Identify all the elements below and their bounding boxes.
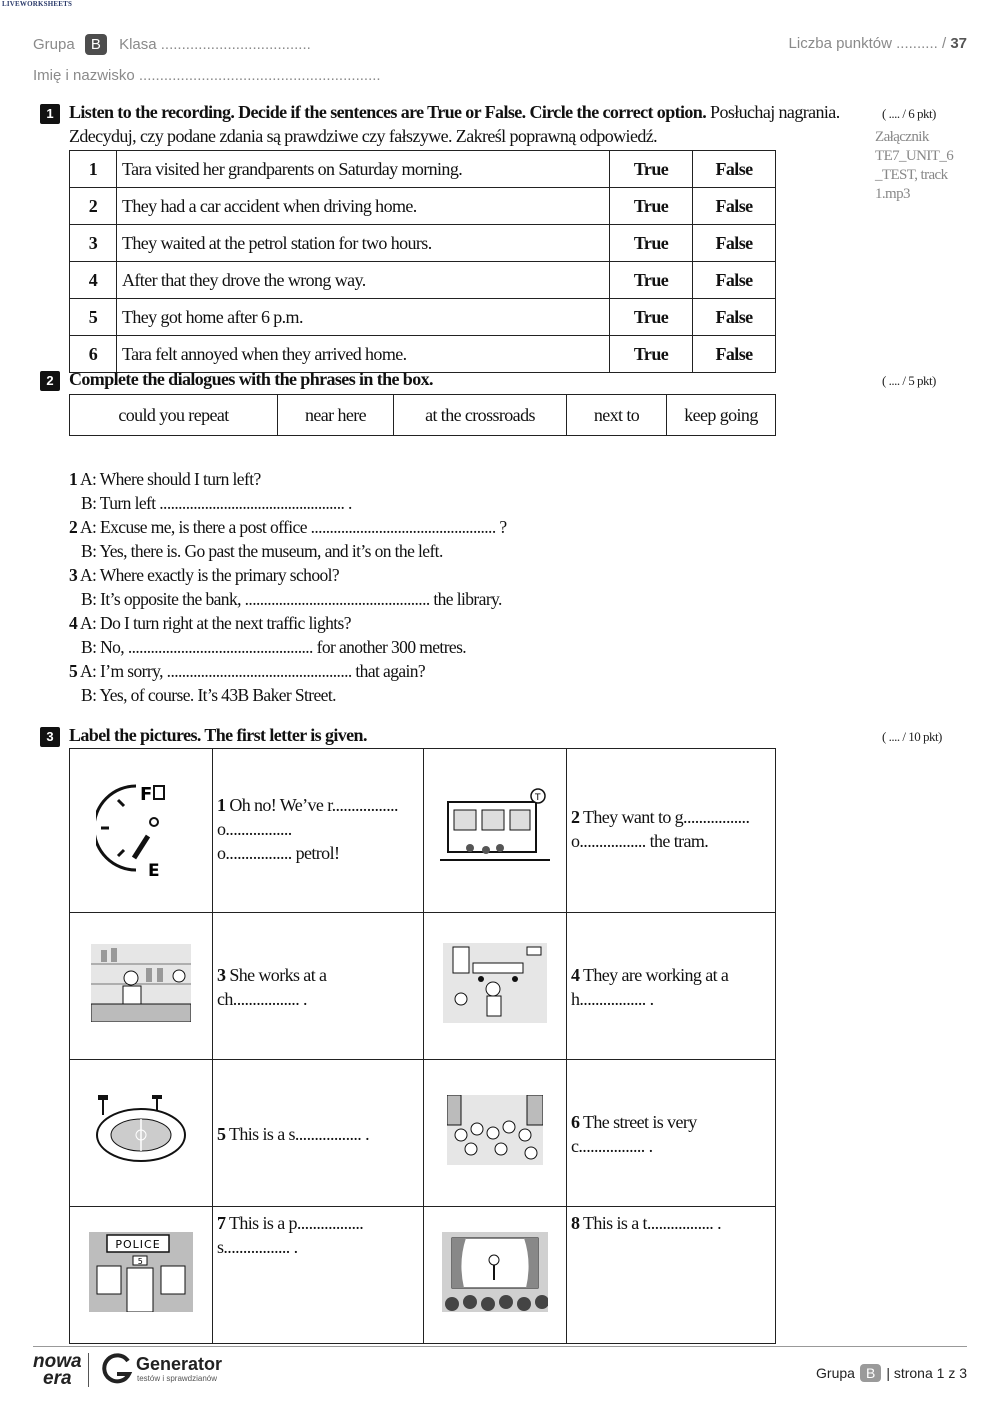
- svg-text:F: F: [140, 783, 152, 805]
- item-line: o.................: [217, 819, 292, 839]
- section-1-instruction-pl1: Posłuchaj nagrania.: [710, 102, 840, 122]
- points-label: Liczba punktów ..........: [788, 35, 938, 52]
- item-line: Oh no! We’ve r.................: [229, 795, 398, 815]
- attachment-note: [875, 128, 953, 204]
- page-footer-info: [816, 1364, 967, 1382]
- item-line: They want to g.................: [582, 807, 750, 827]
- dialogue-number: 5: [69, 661, 78, 681]
- item-number: 8: [571, 1213, 580, 1233]
- false-option[interactable]: False: [693, 225, 776, 262]
- item-line: The street is very: [582, 1112, 697, 1132]
- picture-label-2[interactable]: [567, 749, 776, 913]
- tf-sentence: They waited at the petrol station for two hours.: [117, 225, 610, 262]
- dialogue-text: B: It’s opposite the bank, ................................................. the library.: [81, 589, 502, 609]
- phrase-item: could you repeat: [70, 395, 278, 436]
- dialogue-line-a[interactable]: [69, 563, 769, 587]
- true-option[interactable]: True: [610, 188, 693, 225]
- tf-number: 5: [70, 299, 117, 336]
- picture-label-6[interactable]: [567, 1060, 776, 1207]
- generator-g-icon: [100, 1352, 134, 1386]
- tf-sentence: Tara felt annoyed when they arrived home.: [117, 336, 610, 373]
- class-field[interactable]: ....................................: [160, 36, 311, 53]
- dialogue-text: B: No, ................................................. for another 300 metres.: [81, 637, 467, 657]
- item-line: This is a s................. .: [228, 1124, 369, 1144]
- section-3-number: 3: [40, 727, 60, 747]
- dialogue-text: B: Turn left ................................................. .: [81, 493, 352, 513]
- item-line: ch................. .: [217, 989, 307, 1009]
- tf-sentence: After that they drove the wrong way.: [117, 262, 610, 299]
- picture-cell: [70, 1207, 213, 1344]
- true-option[interactable]: True: [610, 151, 693, 188]
- picture-label-1[interactable]: [213, 749, 424, 913]
- tf-row: [70, 225, 776, 262]
- chemist-icon: [91, 944, 191, 1022]
- stadium-icon: [93, 1095, 189, 1165]
- false-option[interactable]: False: [693, 262, 776, 299]
- true-option[interactable]: True: [610, 299, 693, 336]
- generator-title: Generator: [136, 1354, 223, 1374]
- police-sign-text: POLICE: [115, 1238, 161, 1251]
- dialogue-text: A: Do I turn right at the next traffic lights?: [79, 613, 351, 633]
- tf-row: [70, 151, 776, 188]
- tf-number: 4: [70, 262, 117, 299]
- true-option[interactable]: True: [610, 336, 693, 373]
- item-line: They are working at a: [582, 965, 729, 985]
- item-number: 4: [571, 965, 580, 985]
- item-number: 7: [217, 1213, 226, 1233]
- attachment-line: TE7_UNIT_6: [875, 148, 954, 164]
- tf-sentence: Tara visited her grandparents on Saturday morning.: [117, 151, 610, 188]
- name-header: [33, 67, 381, 84]
- footer-divider: [33, 1346, 967, 1347]
- liveworksheets-logo: LIVEWORKSHEETS: [2, 0, 73, 8]
- dialogue-text: B: Yes, there is. Go past the museum, and it’s on the left.: [81, 541, 443, 561]
- dialogue-text: A: Excuse me, is there a post office ................................................. ?: [79, 517, 507, 537]
- points-sep: /: [941, 35, 947, 52]
- item-line: This is a p.................: [228, 1213, 364, 1233]
- item-line: s................. .: [217, 1237, 298, 1257]
- false-option[interactable]: False: [693, 299, 776, 336]
- picture-cell: [424, 1060, 567, 1207]
- phrase-box: [69, 394, 776, 436]
- item-line: This is a t................. .: [582, 1213, 721, 1233]
- section-1-instruction-en: Listen to the recording. Decide if the sentences are True or False. Circle the correct option.: [69, 102, 707, 122]
- picture-cell: [70, 1060, 213, 1207]
- section-2-instruction: Complete the dialogues with the phrases in the box.: [69, 369, 433, 389]
- dialogue-line-a[interactable]: [69, 659, 769, 683]
- points-header: [789, 35, 967, 52]
- logo-separator: [88, 1353, 89, 1387]
- picture-label-8[interactable]: [567, 1207, 776, 1344]
- logo-line: nowa: [33, 1351, 82, 1372]
- item-number: 5: [217, 1124, 226, 1144]
- tf-sentence: They had a car accident when driving home.: [117, 188, 610, 225]
- crowded-street-icon: [447, 1095, 543, 1165]
- item-number: 6: [571, 1112, 580, 1132]
- tf-row: [70, 336, 776, 373]
- phrase-item: at the crossroads: [394, 395, 567, 436]
- picture-cell: [424, 1207, 567, 1344]
- points-total: 37: [950, 35, 967, 52]
- item-line: c................. .: [571, 1136, 653, 1156]
- phrase-item: keep going: [667, 395, 776, 436]
- tf-number: 6: [70, 336, 117, 373]
- footer-page-number: | strona 1 z 3: [886, 1365, 967, 1381]
- picture-cell: [424, 913, 567, 1060]
- item-number: 2: [571, 807, 580, 827]
- picture-cell: [70, 913, 213, 1060]
- dialogue-line-b[interactable]: [69, 539, 769, 563]
- dialogue-line-b[interactable]: [69, 683, 769, 707]
- true-false-table: [69, 150, 776, 373]
- phrase-item: next to: [567, 395, 667, 436]
- tf-number: 1: [70, 151, 117, 188]
- picture-label-3[interactable]: [213, 913, 424, 1060]
- police-door-number: 5: [137, 1257, 143, 1266]
- item-number: 3: [217, 965, 226, 985]
- dialogue-line-b[interactable]: [69, 587, 769, 611]
- tf-row: [70, 299, 776, 336]
- item-number: 1: [217, 795, 226, 815]
- picture-label-4[interactable]: [567, 913, 776, 1060]
- section-3-points: ( .... / 10 pkt): [882, 729, 942, 744]
- police-station-icon: [89, 1232, 193, 1312]
- attachment-line: Załącznik: [875, 129, 929, 145]
- generator-subtitle: testów i sprawdzianów: [137, 1374, 218, 1383]
- section-1-instruction: [69, 102, 879, 123]
- logo-line: era: [43, 1368, 72, 1389]
- tf-row: [70, 188, 776, 225]
- theatre-icon: [442, 1232, 548, 1312]
- section-2-number: 2: [40, 371, 60, 391]
- item-line: o................. petrol!: [217, 843, 340, 863]
- dialogue-line-b[interactable]: [69, 635, 769, 659]
- dialogue-text: A: Where exactly is the primary school?: [79, 565, 340, 585]
- false-option[interactable]: False: [693, 188, 776, 225]
- attachment-line: 1.mp3: [875, 186, 910, 202]
- dialogue-number: 4: [69, 613, 78, 633]
- svg-text:T: T: [535, 792, 540, 803]
- section-1-instruction-pl2: Zdecyduj, czy podane zdania są prawdziwe czy fałszywe. Zakreśl poprawną odpowiedź.: [69, 126, 658, 146]
- true-option[interactable]: True: [610, 225, 693, 262]
- name-label: Imię i nazwisko: [33, 67, 135, 84]
- dialogue-line-b[interactable]: [69, 491, 769, 515]
- dialogue-line-a[interactable]: [69, 515, 769, 539]
- dialogue-text: A: I’m sorry, ................................................. that again?: [79, 661, 426, 681]
- dialogues: [69, 467, 769, 707]
- dialogue-number: 3: [69, 565, 78, 585]
- item-line: h................. .: [571, 989, 654, 1009]
- group-badge: B: [85, 34, 107, 55]
- tf-row: [70, 262, 776, 299]
- picture-label-5[interactable]: [213, 1060, 424, 1207]
- item-line: o................. the tram.: [571, 831, 709, 851]
- footer-group-label: Grupa: [816, 1365, 855, 1381]
- dialogue-text: A: Where should I turn left?: [79, 469, 261, 489]
- picture-cell: [424, 749, 567, 913]
- name-field[interactable]: ..........................................................: [138, 67, 381, 84]
- footer-group-badge: B: [860, 1364, 881, 1382]
- false-option[interactable]: False: [693, 336, 776, 373]
- tf-number: 2: [70, 188, 117, 225]
- nowa-era-logo: [33, 1353, 82, 1387]
- section-2-points: ( .... / 5 pkt): [882, 373, 936, 388]
- dialogue-number: 1: [69, 469, 78, 489]
- dialogue-text: B: Yes, of course. It’s 43B Baker Street.: [81, 685, 336, 705]
- tf-sentence: They got home after 6 p.m.: [117, 299, 610, 336]
- tf-number: 3: [70, 225, 117, 262]
- true-option[interactable]: True: [610, 262, 693, 299]
- false-option[interactable]: False: [693, 151, 776, 188]
- hospital-icon: [443, 943, 547, 1023]
- group-class-header: [33, 34, 311, 55]
- fuel-gauge-icon: [96, 778, 186, 878]
- phrase-item: near here: [278, 395, 394, 436]
- item-line: She works at a: [229, 965, 327, 985]
- section-1-points: ( .... / 6 pkt): [882, 106, 936, 121]
- class-label: Klasa: [119, 36, 157, 53]
- dialogue-line-a[interactable]: [69, 611, 769, 635]
- picture-table: [69, 748, 776, 1344]
- svg-text:E: E: [148, 860, 160, 878]
- picture-cell: [70, 749, 213, 913]
- tram-icon: [440, 788, 550, 868]
- dialogue-number: 2: [69, 517, 78, 537]
- dialogue-line-a[interactable]: [69, 467, 769, 491]
- section-1-number: 1: [40, 104, 60, 124]
- picture-label-7[interactable]: [213, 1207, 424, 1344]
- group-label: Grupa: [33, 36, 75, 53]
- section-3-instruction: Label the pictures. The first letter is given.: [69, 725, 367, 745]
- attachment-line: _TEST, track: [875, 167, 948, 183]
